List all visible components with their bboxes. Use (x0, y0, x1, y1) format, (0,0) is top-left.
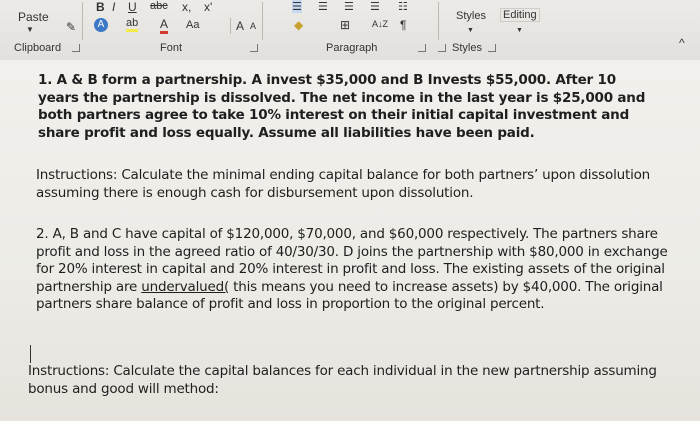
question-2-text-b: this means you need to increase assets) by $40,000. The original partners share balance of profit and loss in proportion to the original percent. (36, 278, 663, 312)
divider (82, 2, 83, 40)
text-cursor (30, 345, 31, 363)
italic-icon[interactable]: I (112, 0, 116, 14)
divider (230, 18, 231, 34)
font-group-label: Font (160, 42, 183, 54)
subscript-icon[interactable]: x, (182, 0, 192, 14)
bold-icon[interactable]: B (96, 0, 105, 14)
align-center-icon[interactable]: ☰ (318, 1, 328, 13)
shrink-font-icon[interactable]: A (250, 21, 257, 31)
shading-icon[interactable]: ◆ (294, 18, 304, 32)
clipboard-launcher-icon[interactable] (72, 44, 80, 52)
styles-dropdown-icon[interactable]: ▼ (467, 27, 474, 34)
editing-dropdown-icon[interactable]: ▼ (516, 27, 523, 34)
styles-group-label: Styles (452, 42, 482, 54)
superscript-icon[interactable]: x' (204, 0, 213, 14)
instructions-2: Instructions: Calculate the capital balances for each individual in the new partnership assuming bonus and good will method: (28, 363, 657, 397)
change-case-button[interactable]: Aa (186, 19, 200, 31)
line-spacing-icon[interactable]: ☷ (398, 1, 408, 13)
collapse-ribbon-icon[interactable]: ^ (679, 36, 685, 50)
divider (438, 2, 439, 40)
justify-icon[interactable]: ☰ (370, 1, 380, 13)
highlight-icon[interactable]: ab (126, 17, 138, 32)
align-right-icon[interactable]: ☰ (344, 1, 354, 13)
ribbon (0, 0, 700, 61)
paragraph-group-label: Paragraph (326, 42, 378, 54)
editing-button[interactable]: Editing (500, 8, 540, 22)
underline-icon[interactable]: U (128, 0, 137, 14)
paragraph-launcher-icon[interactable] (418, 44, 426, 52)
paste-dropdown-icon[interactable]: ▼ (26, 25, 34, 34)
format-painter-icon[interactable]: ✎ (66, 20, 77, 34)
divider (262, 2, 263, 40)
clipboard-group-label: Clipboard (14, 42, 62, 54)
instructions-1: Instructions: Calculate the minimal ending capital balance for both partners’ upon dissolution assuming there is enough cash for disbursement upon dissolution. (36, 167, 651, 201)
text-effects-icon[interactable]: A (94, 18, 108, 32)
document-body[interactable] (0, 60, 700, 421)
question-2 (36, 226, 672, 314)
question-2-text-a: 2. A, B and C have capital of $120,000, $70,000, and $60,000 respectively. The partners share profit and loss in the agreed ratio of 40/30/30. D joins the partnership with $80,000 in exchange for 20% interest in capital and 20% interest in profit and loss. The existing assets of the original partnership are (36, 226, 668, 295)
font-color-icon[interactable]: A (160, 17, 168, 34)
sort-button[interactable]: A↓Z (372, 19, 389, 29)
paste-button[interactable]: Paste (18, 10, 49, 24)
styles-button[interactable]: Styles (456, 10, 486, 22)
pilcrow-icon[interactable]: ¶ (400, 18, 407, 32)
question-1: 1. A & B form a partnership. A invest $35,000 and B Invests $55,000. After 10 years the partnership is dissolved. The net income in the last year is $25,000 and both partners agree to take 10% interest on their initial capital investment and share profit and loss equally. Assume all liabilities have been paid. (38, 72, 646, 141)
strikethrough-button[interactable]: abc (150, 0, 168, 12)
font-launcher-icon[interactable] (250, 44, 258, 52)
styles-pane-launcher-icon[interactable] (438, 44, 446, 52)
align-left-icon[interactable]: ☰ (292, 1, 302, 13)
grow-font-icon[interactable]: A (236, 19, 245, 33)
question-2-underlined: undervalued( (141, 278, 230, 295)
borders-icon[interactable]: ⊞ (340, 18, 351, 32)
styles-launcher-icon[interactable] (488, 44, 496, 52)
